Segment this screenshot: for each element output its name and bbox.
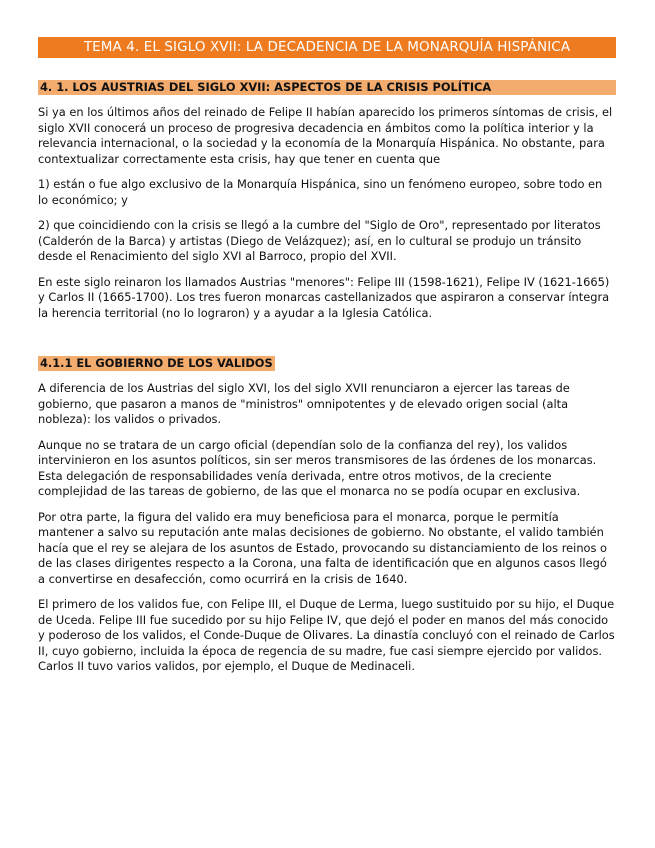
section-heading: 4. 1. LOS AUSTRIAS DEL SIGLO XVII: ASPECTOS DE LA CRISIS POLÍTICA: [38, 80, 616, 95]
subsection-paragraph-3: Por otra parte, la figura del valido era muy beneficiosa para el monarca, porque le permitía mantener a salvo su reputación ante malas decisiones de gobierno. No obstante, el valido también hacía que el rey se alejara de los asuntos de Estado, provocando su distanciamiento de los reinos o de las clases dirigentes respecto a la Corona, una falta de identificación que en algunos casos llegó a convertirse en desafección, como ocurrirá en la crisis de 1640.: [38, 509, 608, 586]
section-paragraph-4: En este siglo reinaron los llamados Austrias "menores": Felipe III (1598-1621), Felipe IV (1621-1665) y Carlos II (1665-1700). Los tres fueron monarcas castellanizados que aspiraron a conservar íntegra la herencia territorial (no lo lograron) y a ayudar a la Iglesia Católica.: [38, 274, 610, 320]
subsection-heading: 4.1.1 EL GOBIERNO DE LOS VALIDOS: [40, 356, 273, 370]
section-paragraph-1: Si ya en los últimos años del reinado de Felipe II habían aparecido los primeros síntomas de crisis, el siglo XVII conocerá un proceso de progresiva decadencia en ámbitos como la política interior y la relevancia internacional, o la sociedad y la economía de la Monarquía Hispánica. No obstante, para contextualizar correctamente esta crisis, hay que tener en cuenta que: [38, 105, 613, 166]
subsection-paragraph-4: El primero de los validos fue, con Felipe III, el Duque de Lerma, luego sustituido por su hijo, el Duque de Uceda. Felipe III fue sucedido por su hijo Felipe IV, que dejó el poder en manos del más conocido y poderoso de los validos, el Conde-Duque de Olivares. La dinastía concluyó con el reinado de Carlos II, cuyo gobierno, incluida la época de regencia de su madre, fue casi siempre ejercido por validos. Carlos II tuvo varios validos, por ejemplo, el Duque de Medinaceli.: [38, 597, 615, 673]
section-paragraph-2: 1) están o fue algo exclusivo de la Monarquía Hispánica, sino un fenómeno europeo, sobre todo en lo económico; y: [38, 177, 603, 207]
section-paragraph-3: 2) que coincidiendo con la crisis se llegó a la cumbre del "Siglo de Oro", representado por literatos (Calderón de la Barca) y artistas (Diego de Velázquez); así, en lo cultural se produjo un tránsito desde el Renacimiento del siglo XVI al Barroco, propio del XVII.: [38, 218, 601, 263]
document-title: TEMA 4. EL SIGLO XVII: LA DECADENCIA DE LA MONARQUÍA HISPÁNICA: [38, 37, 616, 58]
document-page: [38, 37, 616, 675]
subsection-paragraph-1: A diferencia de los Austrias del siglo XVI, los del siglo XVII renunciaron a ejercer las tareas de gobierno, que pasaron a manos de "ministros" omnipotentes y de elevado origen social (alta nobleza): los validos o privados.: [38, 381, 570, 426]
subsection-paragraph-2: Aunque no se tratara de un cargo oficial (dependían solo de la confianza del rey), los validos intervinieron en los asuntos políticos, sin ser meros transmisores de las órdenes de los monarcas. Esta delegación de responsabilidades venía derivada, entre otros motivos, de la creciente complejidad de las tareas de gobierno, de las que el monarca no se podía ocupar en exclusiva.: [38, 437, 597, 498]
subsection-heading-wrap: [38, 352, 616, 371]
